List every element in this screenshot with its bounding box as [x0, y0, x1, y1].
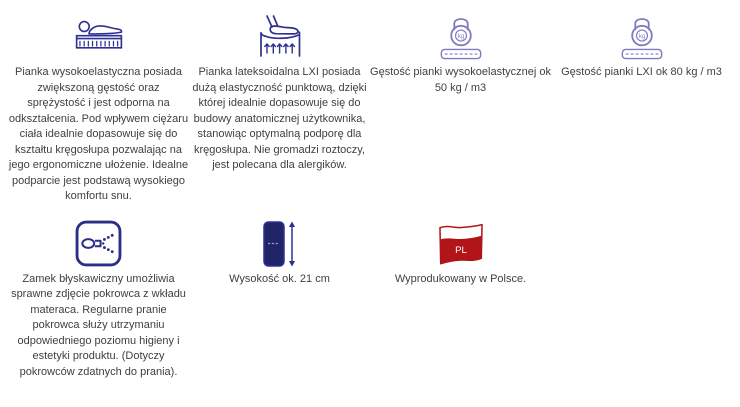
feature-foam-he: [8, 12, 189, 205]
feature-density-lxi-iconbox: [619, 12, 665, 62]
feature-density-lxi: [551, 12, 732, 205]
mattress-height-icon: [262, 220, 298, 268]
feature-zipper-text: Zamek błyskawiczny umożliwia sprawne zdjęcie pokrowca z wkładu materaca. Regularne pranie pokrowca służy utrzymaniu odpowiedniego poziomu higieny i estetyki produktu. (Dotyczy pokrowców zdatnych do prania).: [11, 272, 186, 378]
feature-foam-he-text: Pianka wysokoelastyczna posiada zwiększoną gęstość oraz sprężystość i jest odporna na odkształcenia. Pod wpływem ciężaru ciała idealnie dopasowuje się do kształtu kręgosłupa pozwalając na jego ergonomiczne ułożenie. Idealne podparcie jest podstawą wysokiego komfortu snu.: [8, 66, 189, 202]
feature-made-in-poland-text: Wyprodukowany w Polsce.: [394, 272, 527, 285]
feature-foam-he-iconbox: [74, 12, 124, 62]
feature-foam-lxi-iconbox: [254, 12, 306, 62]
feature-density-lxi-text: Gęstość pianki LXI ok 80 kg / m3: [561, 66, 722, 78]
kettlebell-on-mattress-icon: [438, 14, 484, 60]
poland-flag-icon: [436, 222, 486, 266]
feature-made-in-poland-iconbox: [436, 219, 486, 269]
feature-height-iconbox: [262, 219, 298, 269]
feature-density-he: [370, 12, 551, 205]
feature-foam-lxi-text: Pianka lateksoidalna LXI posiada dużą elastyczność punktową, dzięki której idealnie dopasowuje się do budowy anatomicznej użytkownika, stanowiąc optymalną podporę dla kręgosłupa. Nie gromadzi roztoczy, jest polecana dla alergików.: [192, 66, 367, 171]
feature-zipper: [8, 219, 189, 381]
feature-foam-lxi: [189, 12, 370, 205]
kettlebell-kg-label: kg: [457, 33, 464, 40]
kettlebell-on-mattress-icon: [619, 14, 665, 60]
feature-height: [189, 219, 370, 381]
foot-pressure-icon: [254, 14, 306, 60]
flag-pl-label: PL: [454, 244, 467, 256]
feature-density-he-iconbox: [438, 12, 484, 62]
feature-height-text: Wysokość ok. 21 cm: [229, 272, 330, 285]
kettlebell-kg-label: kg: [638, 33, 645, 40]
zipper-icon: [75, 220, 122, 267]
feature-zipper-iconbox: [75, 219, 122, 269]
feature-made-in-poland: [370, 219, 551, 381]
person-on-mattress-icon: [74, 17, 124, 57]
feature-density-he-text: Gęstość pianki wysokoelastycznej ok 50 kg / m3: [370, 66, 551, 94]
